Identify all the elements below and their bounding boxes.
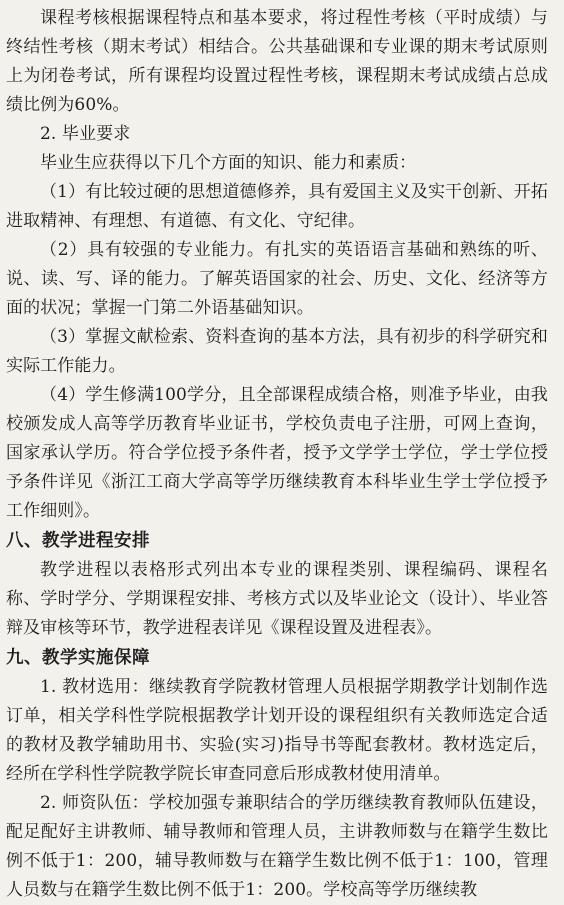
paragraph-graduation-intro: 毕业生应获得以下几个方面的知识、能力和素质： (40, 153, 417, 173)
section-heading-teaching-schedule: 八、教学进程安排 (6, 531, 150, 551)
paragraph-teaching-schedule: 教学进程以表格形式列出本专业的课程类别、课程编码、课程名称、学时学分、学期课程安排、考核方式以及毕业论文（设计）、毕业答辩及审核等环节，教学进程表详见《课程设置及进程表》。 (6, 560, 548, 638)
subheading-graduation-requirements: 2. 毕业要求 (40, 124, 131, 144)
paragraph-teaching-staff: 2. 师资队伍：学校加强专兼职结合的学历继续教育教师队伍建设，配足配好主讲教师、辅导教师和管理人员，主讲教师数与在籍学生数比例不低于1：200，辅导教师数与在籍学生数比例不低于1：100，管理人员数与在籍学生数比例不低于1：200。学校高等学历继续教 (6, 793, 548, 900)
paragraph-textbook-selection: 1. 教材选用：继续教育学院教材管理人员根据学期教学计划制作选订单，相关学科性学院根据教学计划开设的课程组织有关教师选定合适的教材及教学辅助用书、实验(实习)指导书等配套教材。教材选定后，经所在学科性学院教学院长审查同意后形成教材使用清单。 (6, 677, 548, 784)
paragraph-assessment: 课程考核根据课程特点和基本要求，将过程性考核（平时成绩）与终结性考核（期末考试）相结合。公共基础课和专业课的期末考试原则上为闭卷考试，所有课程均设置过程性考核，课程期末考试成绩占总成绩比例为60%。 (6, 8, 548, 115)
section-heading-teaching-support: 九、教学实施保障 (6, 648, 150, 668)
list-item-1: （1）有比较过硬的思想道德修养，具有爱国主义及实干创新、开拓进取精神、有理想、有道德、有文化、守纪律。 (6, 182, 548, 231)
list-item-4: （4）学生修满100学分，且全部课程成绩合格，则准予毕业，由我校颁发成人高等学历教育毕业证书，学校负责电子注册，可网上查询，国家承认学历。符合学位授予条件者，授予文学学士学位，学士学位授予条件详见《浙江工商大学高等学历继续教育本科毕业生学士学位授予工作细则》。 (6, 385, 548, 521)
list-item-3: （3）掌握文献检索、资料查询的基本方法，具有初步的科学研究和实际工作能力。 (6, 327, 548, 376)
list-item-2: （2）具有较强的专业能力。有扎实的英语语言基础和熟练的听、说、读、写、译的能力。了解英语国家的社会、历史、文化、经济等方面的状况；掌握一门第二外语基础知识。 (6, 240, 548, 318)
